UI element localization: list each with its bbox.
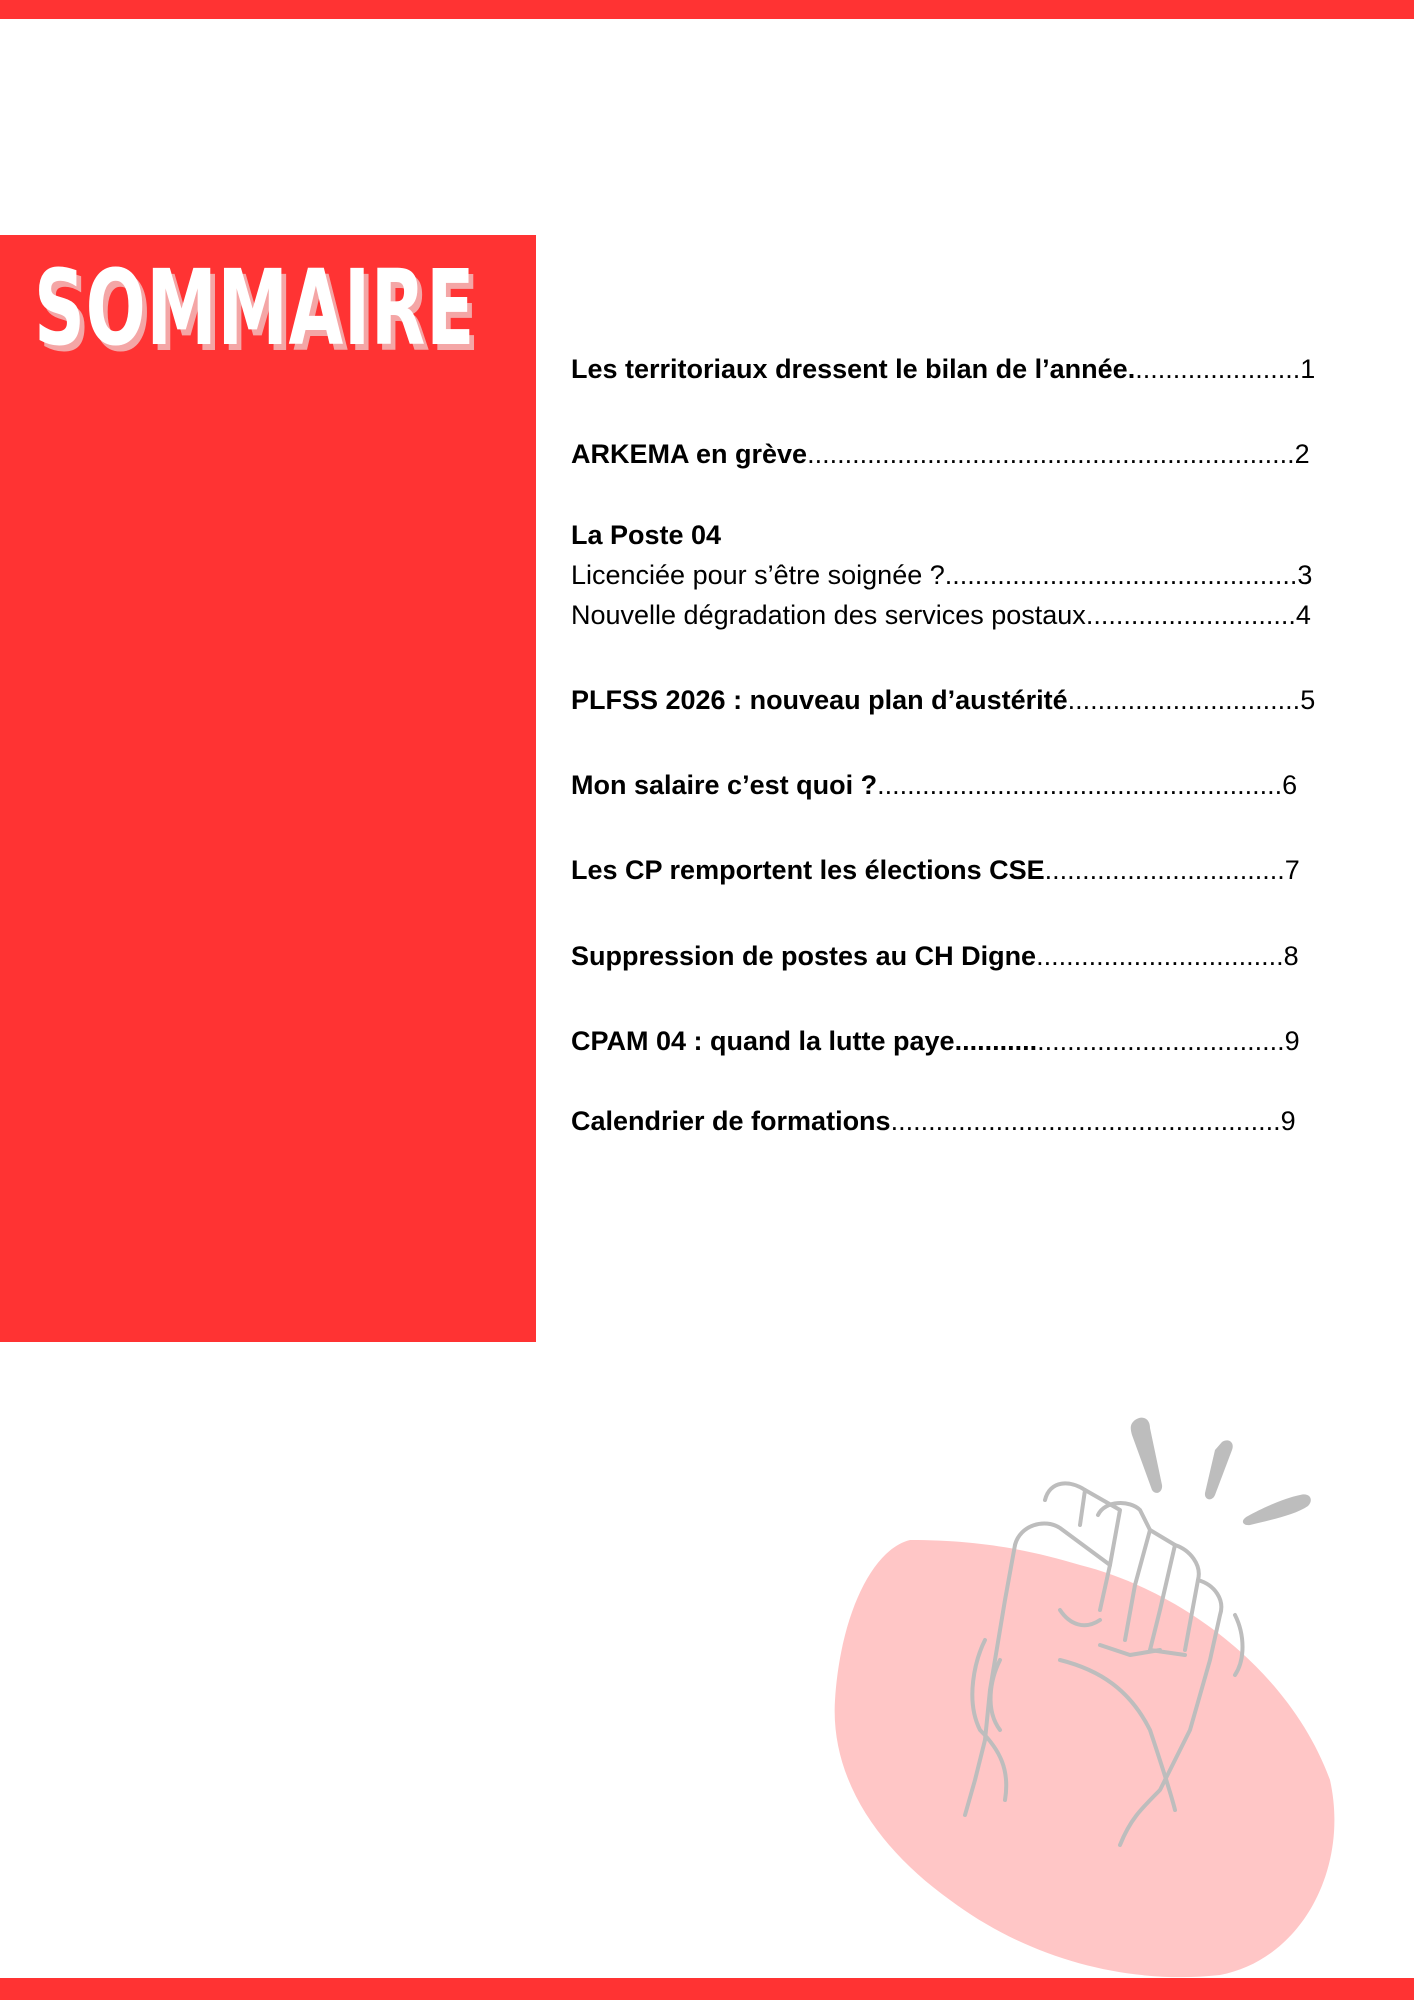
toc-entry-leader: ................................: [1044, 855, 1285, 885]
toc-entry-page: 9: [1284, 1026, 1300, 1056]
toc-entry[interactable]: [571, 598, 1311, 632]
toc-entry-leader: ......................................................: [877, 770, 1283, 800]
toc-entry-page: 2: [1294, 439, 1310, 469]
burst-line: [1205, 1440, 1233, 1499]
burst-line: [1131, 1418, 1162, 1493]
toc-entry-page: 3: [1297, 560, 1313, 590]
toc-entry-leader: ...............................: [1067, 685, 1301, 715]
burst-line: [1243, 1494, 1311, 1525]
toc-entry[interactable]: [571, 939, 1299, 973]
toc-entry-page: 8: [1283, 941, 1299, 971]
toc-entry[interactable]: [571, 853, 1300, 887]
toc-entry-leader: ......................: [1135, 354, 1301, 384]
bottom-border-bar: [0, 1978, 1414, 2000]
toc-entry-title: Les territoriaux dressent le bilan de l’année.: [571, 354, 1136, 384]
page-title: SOMMAIRE: [34, 247, 476, 369]
toc-entry-title: Les CP remportent les élections CSE: [571, 855, 1045, 885]
toc-entry-page: 1: [1300, 354, 1316, 384]
toc-entry-title: Nouvelle dégradation des services postaux: [571, 600, 1086, 630]
toc-entry-leader: .................................: [1037, 1026, 1285, 1056]
toc-entry-title: PLFSS 2026 : nouveau plan d’austérité: [571, 685, 1068, 715]
toc-entry-leader: ...............................................: [944, 560, 1298, 590]
sidebar-panel: [0, 235, 536, 1342]
toc-entry[interactable]: [571, 683, 1315, 717]
toc-entry-title: Mon salaire c’est quoi ?: [571, 770, 878, 800]
toc-entry-page: 5: [1300, 685, 1316, 715]
raised-fist-icon: [830, 1400, 1350, 1980]
toc-entry-title: Calendrier de formations: [571, 1106, 891, 1136]
toc-entry-page: 7: [1284, 855, 1300, 885]
toc-entry[interactable]: [571, 352, 1315, 386]
toc-entry-leader: .................................: [1036, 941, 1284, 971]
toc-entry-leader-bold: ...........: [954, 1026, 1038, 1056]
toc-entry[interactable]: [571, 768, 1297, 802]
toc-entry-leader: ............................: [1085, 600, 1296, 630]
toc-entry[interactable]: [571, 1024, 1300, 1058]
top-border-bar: [0, 0, 1414, 19]
toc-entry-page: 9: [1280, 1106, 1296, 1136]
toc-entry-leader: ....................................................: [890, 1106, 1281, 1136]
toc-section-heading: La Poste 04: [571, 520, 722, 550]
pink-blob: [835, 1540, 1335, 1977]
toc-entry-leader: .................................................................: [807, 439, 1295, 469]
toc-entry-title: ARKEMA en grève: [571, 439, 808, 469]
toc-entry[interactable]: [571, 558, 1312, 592]
toc-entry-title: CPAM 04 : quand la lutte paye: [571, 1026, 955, 1056]
toc-entry[interactable]: [571, 437, 1310, 471]
toc-entry-title: Licenciée pour s’être soignée ?: [571, 560, 945, 590]
toc-entry[interactable]: [571, 1104, 1296, 1138]
toc-entry-page: 6: [1282, 770, 1298, 800]
toc-entry-title: Suppression de postes au CH Digne: [571, 941, 1037, 971]
toc-entry-page: 4: [1295, 600, 1311, 630]
